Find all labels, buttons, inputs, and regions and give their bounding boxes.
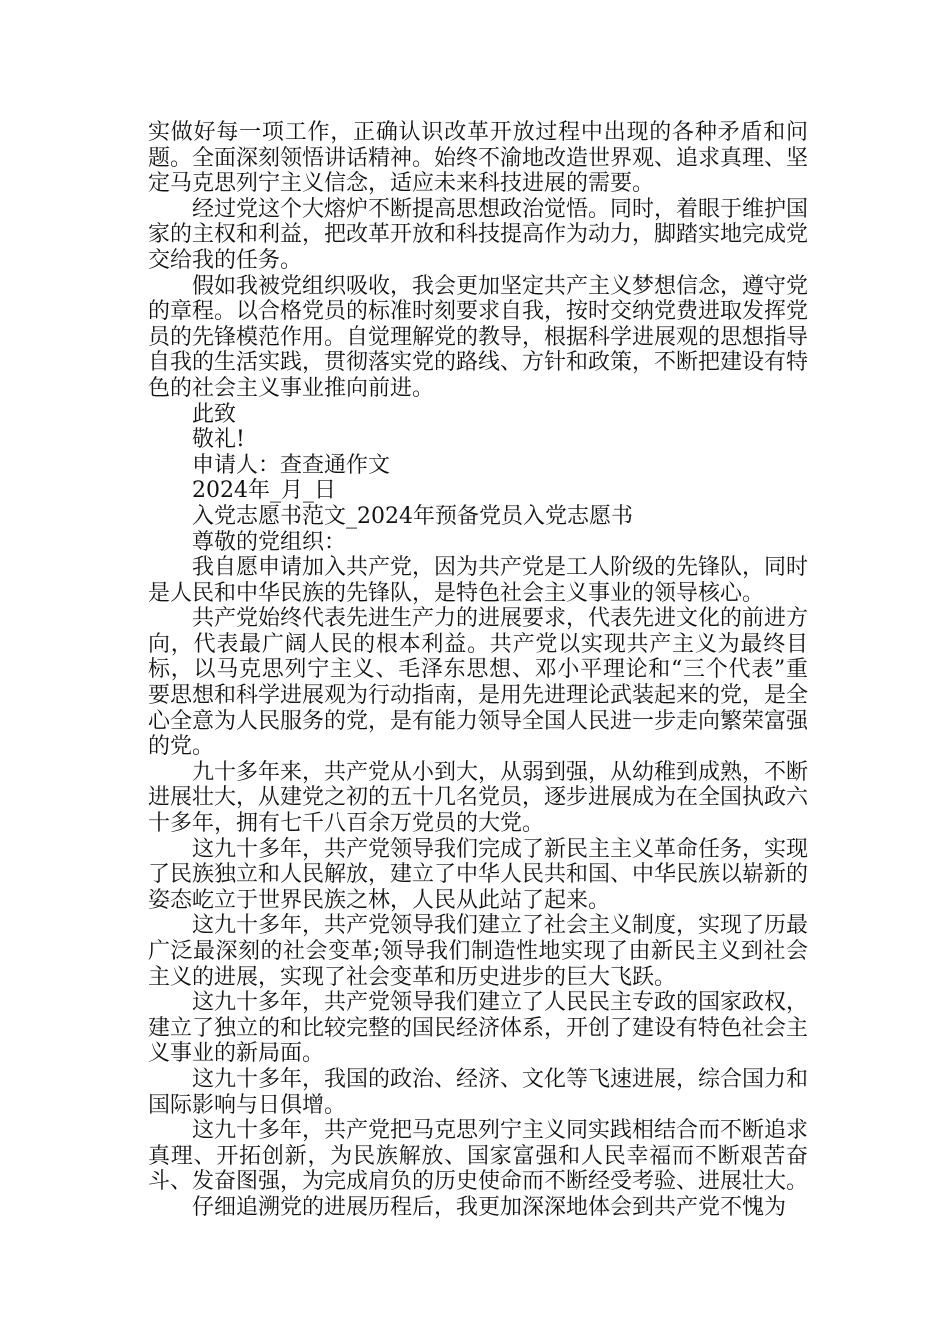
body-paragraph: 我自愿申请加入共产党，因为共产党是工人阶级的先锋队，同时是人民和中华民族的先锋队，是特色社会主义事业的领导核心。 bbox=[148, 555, 809, 606]
body-paragraph: 这九十多年，共产党领导我们建立了人民民主专政的国家政权，建立了独立的和比较完整的国民经济体系，开创了建设有特色社会主义事业的新局面。 bbox=[148, 990, 809, 1067]
greeting: 尊敬的党组织： bbox=[192, 529, 347, 555]
applicant-line: 申请人：查查通作文 bbox=[192, 452, 391, 478]
body-paragraph: 仔细追溯党的进展历程后，我更加深深地体会到共产党不愧为 bbox=[192, 1194, 787, 1220]
paragraph: 经过党这个大熔炉不断提高思想政治觉悟。同时，着眼于维护国家的主权和利益，把改革开放和科技提高作为动力，脚踏实地完成党交给我的任务。 bbox=[148, 196, 809, 273]
second-title: 入党志愿书范文_2024年预备党员入党志愿书 bbox=[192, 503, 633, 529]
paragraph: 假如我被党组织吸收，我会更加坚定共产主义梦想信念，遵守党的章程。以合格党员的标准时刻要求自我，按时交纳党费进取发挥党员的先锋模范作用。自觉理解党的教导，根据科学进展观的思想指导自我的生活实践，贯彻落实党的路线、方针和政策，不断把建设有特色的社会主义事业推向前进。 bbox=[148, 273, 809, 401]
document-page bbox=[148, 120, 808, 1221]
closing-salute: 此致 bbox=[192, 401, 237, 427]
body-paragraph: 这九十多年，我国的政治、经济、文化等飞速进展，综合国力和国际影响与日俱增。 bbox=[148, 1066, 809, 1118]
body-paragraph: 这九十多年，共产党把马克思列宁主义同实践相结合而不断追求真理、开拓创新，为民族解放、国家富强和人民幸福而不断艰苦奋斗、发奋图强，为完成肩负的历史使命而不断经受考验、进展壮大。 bbox=[148, 1118, 809, 1195]
body-paragraph: 这九十多年，共产党领导我们完成了新民主主义革命任务，实现了民族独立和人民解放，建立了中华人民共和国、中华民族以崭新的姿态屹立于世界民族之林，人民从此站了起来。 bbox=[148, 836, 809, 913]
body-paragraph: 九十多年来，共产党从小到大，从弱到强，从幼稚到成熟，不断进展壮大，从建党之初的五十几名党员，逐步进展成为在全国执政六十多年，拥有七千八百余万党员的大党。 bbox=[148, 759, 809, 837]
body-paragraph: 共产党始终代表先进生产力的进展要求，代表先进文化的前进方向，代表最广阔人民的根本利益。共产党以实现共产主义为最终目标，以马克思列宁主义、毛泽东思想、邓小平理论和“三个代表”重要思想和科学进展观为行动指南，是用先进理论武装起来的党，是全心全意为人民服务的党，是有能力领导全国人民进一步走向繁荣富强的党。 bbox=[148, 606, 809, 760]
body-paragraph: 这九十多年，共产党领导我们建立了社会主义制度，实现了历最广泛最深刻的社会变革;领导我们制造性地实现了由新民主义到社会主义的进展，实现了社会变革和历史进步的巨大飞跃。 bbox=[148, 913, 809, 990]
paragraph-continued: 实做好每一项工作，正确认识改革开放过程中出现的各种矛盾和问题。全面深刻领悟讲话精神。始终不渝地改造世界观、追求真理、坚定马克思列宁主义信念，适应未来科技进展的需要。 bbox=[148, 120, 809, 197]
closing-respect: 敬礼! bbox=[192, 427, 245, 453]
date-line: 2024年_月_日 bbox=[192, 478, 336, 504]
